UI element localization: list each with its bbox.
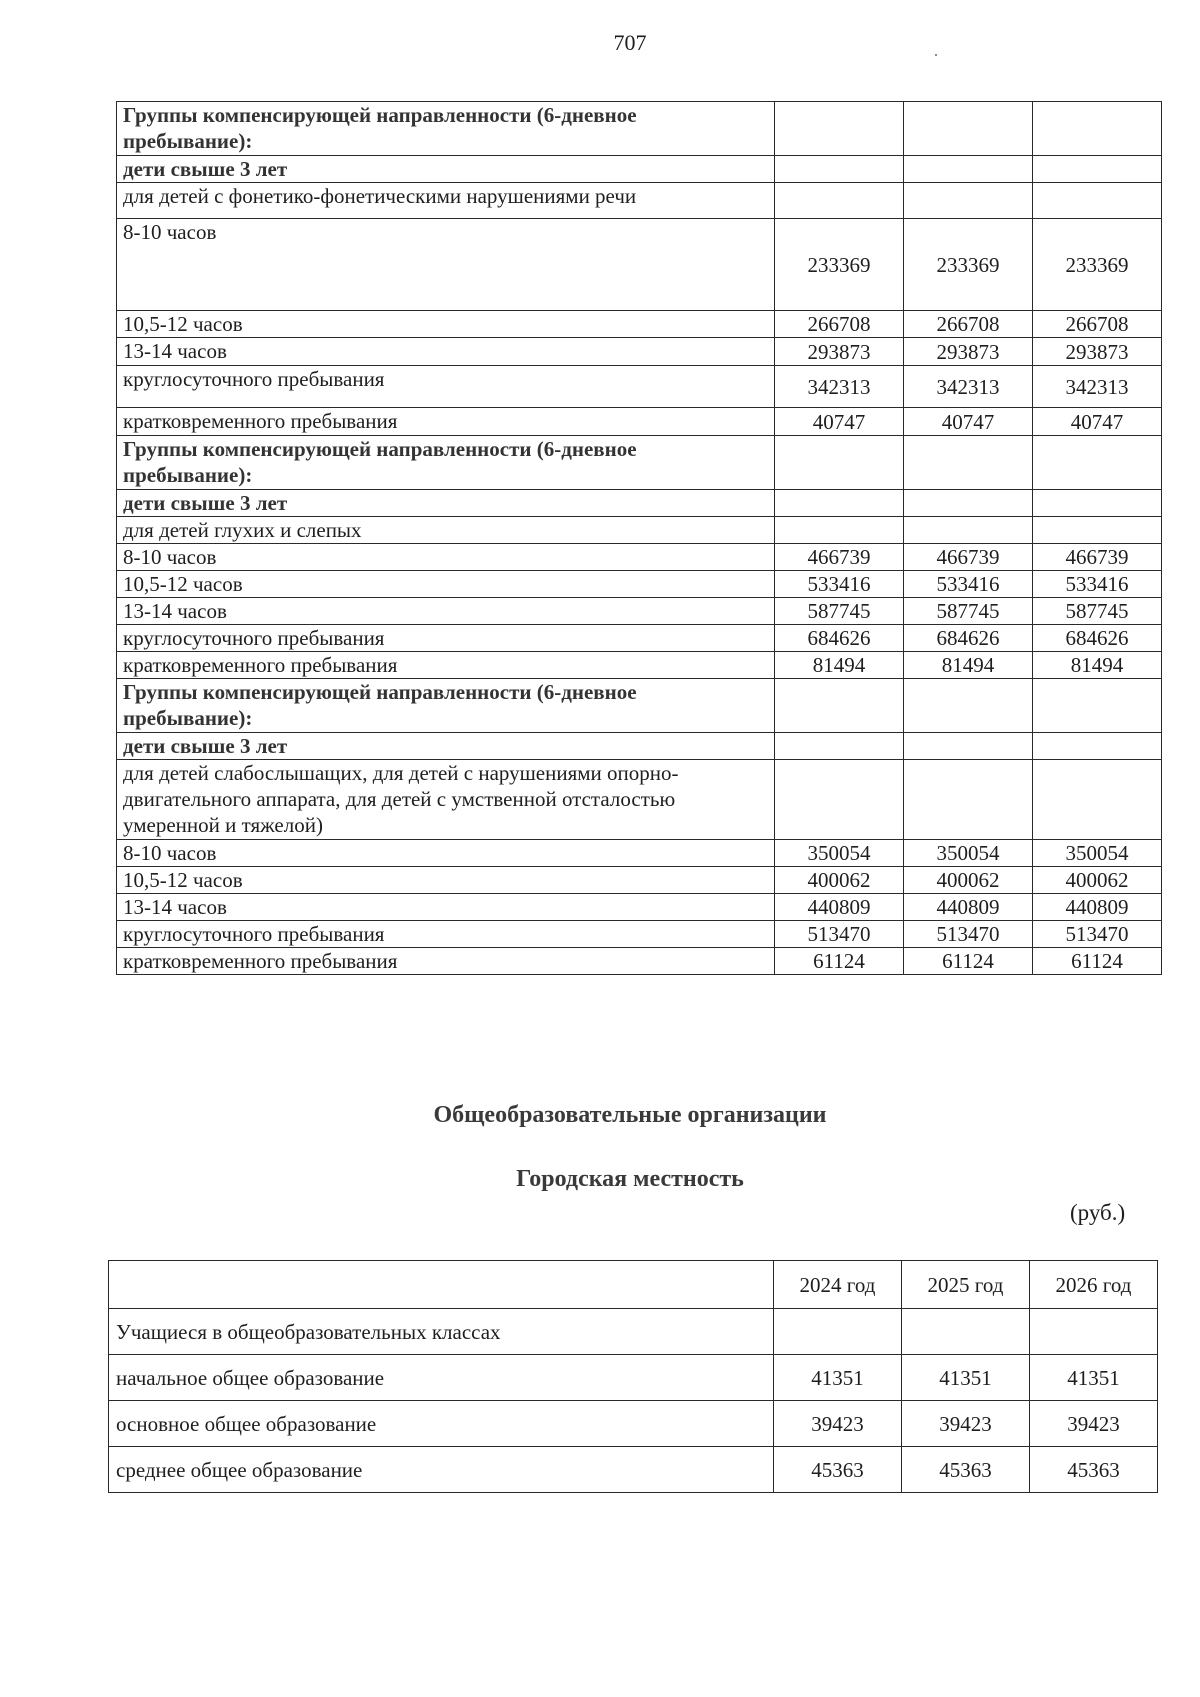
value-cell-2026: 684626 xyxy=(1033,625,1162,652)
value-cell-2024: 513470 xyxy=(775,921,904,948)
empty-cell xyxy=(1033,517,1162,544)
value-cell-2025: 81494 xyxy=(904,652,1033,679)
empty-cell xyxy=(904,490,1033,517)
page-number: 707 xyxy=(613,30,647,55)
empty-cell xyxy=(1030,1309,1158,1355)
category-row xyxy=(117,760,1162,840)
value-cell-2024: 266708 xyxy=(775,311,904,338)
value-cell-2025: 233369 xyxy=(904,219,1033,311)
table-row xyxy=(117,219,1162,311)
value-cell-2024: 400062 xyxy=(775,867,904,894)
empty-cell xyxy=(904,517,1033,544)
row-label: 8-10 часов xyxy=(117,219,775,311)
value-cell-2025: 440809 xyxy=(904,894,1033,921)
empty-cell xyxy=(775,490,904,517)
value-cell-2024: 41351 xyxy=(774,1355,902,1401)
group-title-row xyxy=(117,102,1162,156)
row-label: кратковременного пребывания xyxy=(117,948,775,975)
table-row xyxy=(117,625,1162,652)
age-row xyxy=(117,156,1162,183)
value-cell-2024: 587745 xyxy=(775,598,904,625)
value-cell-2024: 342313 xyxy=(775,366,904,408)
value-cell-2026: 533416 xyxy=(1033,571,1162,598)
value-cell-2024: 533416 xyxy=(775,571,904,598)
table-row xyxy=(109,1447,1158,1493)
value-cell-2026: 342313 xyxy=(1033,366,1162,408)
section-title: Общеобразовательные организации xyxy=(433,1102,827,1128)
value-cell-2026: 233369 xyxy=(1033,219,1162,311)
value-cell-2024: 39423 xyxy=(774,1401,902,1447)
table-row xyxy=(117,311,1162,338)
value-cell-2026: 293873 xyxy=(1033,338,1162,366)
row-label: 10,5-12 часов xyxy=(117,311,775,338)
value-cell-2025: 400062 xyxy=(904,867,1033,894)
table-row xyxy=(117,652,1162,679)
value-cell-2024: 61124 xyxy=(775,948,904,975)
scan-speck xyxy=(935,54,937,56)
year-header: 2024 год xyxy=(774,1261,902,1309)
year-header: 2025 год xyxy=(902,1261,1030,1309)
empty-cell xyxy=(1033,156,1162,183)
value-cell-2025: 40747 xyxy=(904,408,1033,436)
value-cell-2026: 40747 xyxy=(1033,408,1162,436)
row-label: 13-14 часов xyxy=(117,338,775,366)
group-title: Группы компенсирующей направленности (6-дневное пребывание): xyxy=(117,679,775,733)
group-title-row xyxy=(117,436,1162,490)
category-label: для детей слабослышащих, для детей с нарушениями опорно-двигательного аппарата, для детей с умственной отсталостью умеренной и тяжелой) xyxy=(117,760,775,840)
tariff-table-preschool xyxy=(116,101,1162,975)
row-label: круглосуточного пребывания xyxy=(117,625,775,652)
empty-cell xyxy=(775,436,904,490)
value-cell-2024: 233369 xyxy=(775,219,904,311)
empty-cell xyxy=(904,760,1033,840)
unit-label: (руб.) xyxy=(1070,1200,1126,1225)
value-cell-2024: 440809 xyxy=(775,894,904,921)
empty-cell xyxy=(774,1309,902,1355)
table-row xyxy=(117,598,1162,625)
row-label: начальное общее образование xyxy=(109,1355,774,1401)
row-label: 10,5-12 часов xyxy=(117,571,775,598)
row-label: 8-10 часов xyxy=(117,544,775,571)
table-row xyxy=(117,571,1162,598)
empty-cell xyxy=(1033,436,1162,490)
value-cell-2025: 342313 xyxy=(904,366,1033,408)
row-label: 8-10 часов xyxy=(117,840,775,867)
empty-cell xyxy=(904,733,1033,760)
empty-cell xyxy=(775,733,904,760)
value-cell-2026: 41351 xyxy=(1030,1355,1158,1401)
empty-cell xyxy=(1033,733,1162,760)
subsection-title: Городская местность xyxy=(516,1166,744,1192)
value-cell-2024: 466739 xyxy=(775,544,904,571)
empty-cell xyxy=(775,156,904,183)
value-cell-2025: 41351 xyxy=(902,1355,1030,1401)
age-row xyxy=(117,490,1162,517)
header-row xyxy=(109,1261,1158,1309)
empty-cell xyxy=(775,679,904,733)
value-cell-2026: 45363 xyxy=(1030,1447,1158,1493)
category-row xyxy=(117,183,1162,219)
value-cell-2024: 81494 xyxy=(775,652,904,679)
value-cell-2024: 350054 xyxy=(775,840,904,867)
value-cell-2025: 513470 xyxy=(904,921,1033,948)
value-cell-2026: 440809 xyxy=(1033,894,1162,921)
value-cell-2026: 266708 xyxy=(1033,311,1162,338)
category-label: для детей глухих и слепых xyxy=(117,517,775,544)
empty-cell xyxy=(1033,490,1162,517)
value-cell-2025: 466739 xyxy=(904,544,1033,571)
empty-cell xyxy=(775,102,904,156)
value-cell-2025: 293873 xyxy=(904,338,1033,366)
group-title-row xyxy=(117,679,1162,733)
age-label: дети свыше 3 лет xyxy=(117,490,775,517)
group-label: Учащиеся в общеобразовательных классах xyxy=(109,1309,774,1355)
table-row xyxy=(117,408,1162,436)
value-cell-2025: 350054 xyxy=(904,840,1033,867)
table-row xyxy=(117,894,1162,921)
empty-cell xyxy=(1033,102,1162,156)
value-cell-2026: 350054 xyxy=(1033,840,1162,867)
value-cell-2024: 45363 xyxy=(774,1447,902,1493)
table-row xyxy=(117,867,1162,894)
value-cell-2026: 61124 xyxy=(1033,948,1162,975)
row-label: круглосуточного пребывания xyxy=(117,921,775,948)
age-label: дети свыше 3 лет xyxy=(117,733,775,760)
tariff-table-body xyxy=(117,102,1162,975)
empty-cell xyxy=(1033,760,1162,840)
row-label: среднее общее образование xyxy=(109,1447,774,1493)
value-cell-2026: 513470 xyxy=(1033,921,1162,948)
value-cell-2025: 45363 xyxy=(902,1447,1030,1493)
value-cell-2026: 81494 xyxy=(1033,652,1162,679)
row-label: 10,5-12 часов xyxy=(117,867,775,894)
empty-cell xyxy=(775,183,904,219)
empty-header xyxy=(109,1261,774,1309)
table-row xyxy=(117,921,1162,948)
value-cell-2024: 40747 xyxy=(775,408,904,436)
age-label: дети свыше 3 лет xyxy=(117,156,775,183)
row-label: кратковременного пребывания xyxy=(117,408,775,436)
row-label: основное общее образование xyxy=(109,1401,774,1447)
value-cell-2025: 587745 xyxy=(904,598,1033,625)
value-cell-2026: 39423 xyxy=(1030,1401,1158,1447)
value-cell-2025: 266708 xyxy=(904,311,1033,338)
category-row xyxy=(117,517,1162,544)
empty-cell xyxy=(775,760,904,840)
table-row xyxy=(117,366,1162,408)
value-cell-2025: 533416 xyxy=(904,571,1033,598)
table-row xyxy=(109,1401,1158,1447)
empty-cell xyxy=(1033,183,1162,219)
table-row xyxy=(117,544,1162,571)
empty-cell xyxy=(904,156,1033,183)
value-cell-2025: 39423 xyxy=(902,1401,1030,1447)
group-row xyxy=(109,1309,1158,1355)
school-table-body xyxy=(109,1261,1158,1493)
empty-cell xyxy=(775,517,904,544)
value-cell-2026: 466739 xyxy=(1033,544,1162,571)
empty-cell xyxy=(904,102,1033,156)
table-row xyxy=(117,338,1162,366)
group-title: Группы компенсирующей направленности (6-дневное пребывание): xyxy=(117,102,775,156)
value-cell-2026: 587745 xyxy=(1033,598,1162,625)
row-label: круглосуточного пребывания xyxy=(117,366,775,408)
group-title: Группы компенсирующей направленности (6-дневное пребывание): xyxy=(117,436,775,490)
row-label: 13-14 часов xyxy=(117,598,775,625)
empty-cell xyxy=(904,436,1033,490)
table-row xyxy=(117,840,1162,867)
value-cell-2024: 684626 xyxy=(775,625,904,652)
value-cell-2026: 400062 xyxy=(1033,867,1162,894)
tariff-table-school xyxy=(108,1260,1158,1493)
table-row xyxy=(117,948,1162,975)
empty-cell xyxy=(1033,679,1162,733)
value-cell-2025: 684626 xyxy=(904,625,1033,652)
empty-cell xyxy=(902,1309,1030,1355)
year-header: 2026 год xyxy=(1030,1261,1158,1309)
value-cell-2024: 293873 xyxy=(775,338,904,366)
category-label: для детей с фонетико-фонетическими нарушениями речи xyxy=(117,183,775,219)
age-row xyxy=(117,733,1162,760)
row-label: 13-14 часов xyxy=(117,894,775,921)
table-row xyxy=(109,1355,1158,1401)
empty-cell xyxy=(904,679,1033,733)
value-cell-2025: 61124 xyxy=(904,948,1033,975)
empty-cell xyxy=(904,183,1033,219)
row-label: кратковременного пребывания xyxy=(117,652,775,679)
